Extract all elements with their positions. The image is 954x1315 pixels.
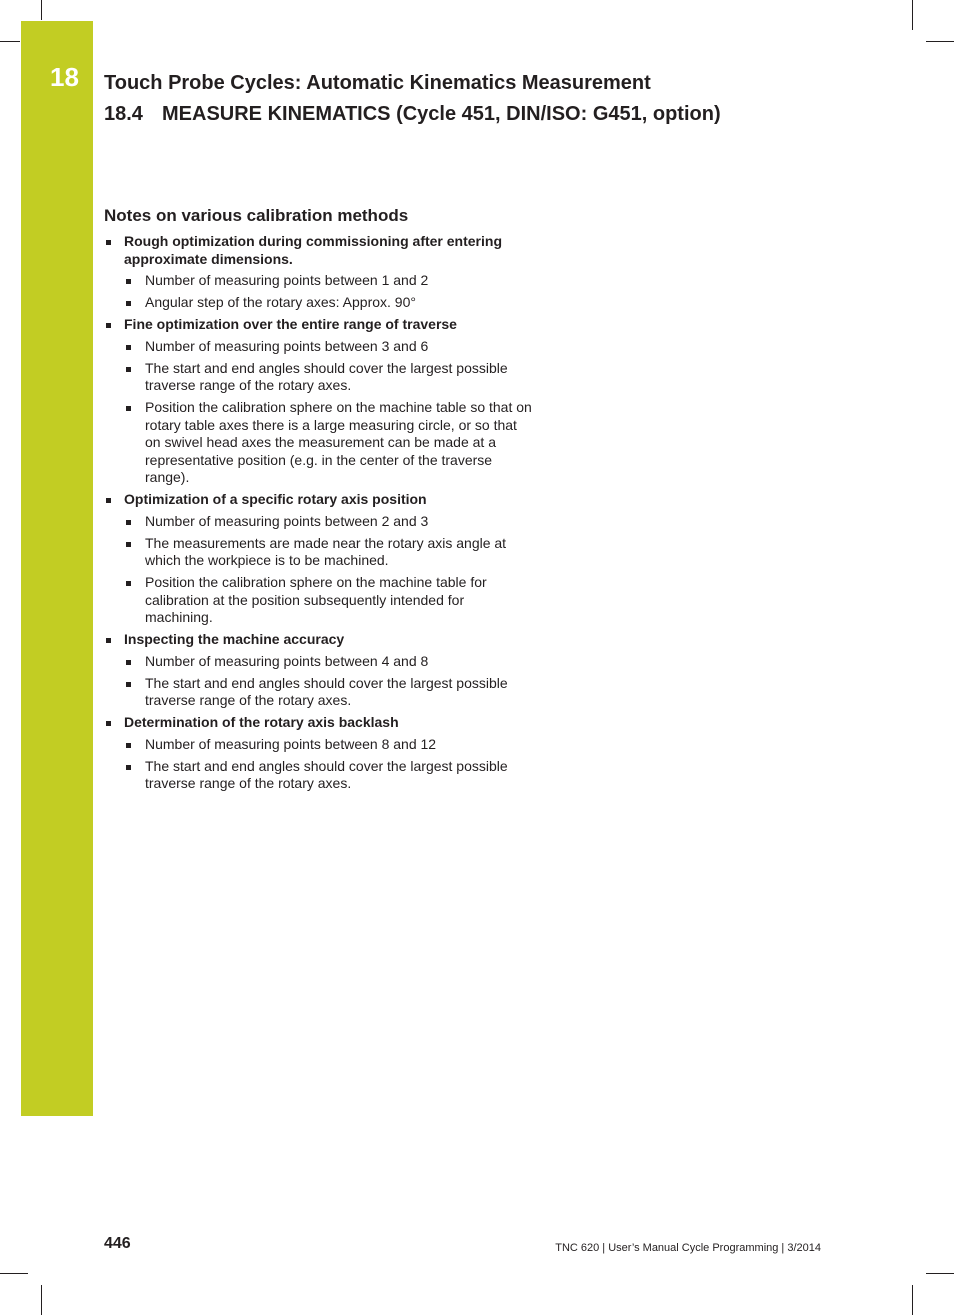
square-bullet-icon — [106, 721, 111, 726]
sub-list — [124, 513, 534, 627]
section-title-text: MEASURE KINEMATICS (Cycle 451, DIN/ISO: G451, option) — [162, 103, 721, 125]
square-bullet-icon — [126, 542, 131, 547]
sub-list — [124, 272, 534, 312]
section-number: 18.4 — [104, 103, 143, 125]
section-title — [104, 103, 721, 126]
list-item-label: Inspecting the machine accuracy — [124, 631, 345, 647]
crop-mark — [0, 41, 20, 42]
square-bullet-icon — [106, 240, 111, 245]
chapter-number: 18 — [50, 62, 79, 92]
crop-mark — [41, 1285, 42, 1315]
crop-mark — [912, 1285, 913, 1315]
list-item — [104, 233, 534, 312]
square-bullet-icon — [126, 581, 131, 586]
square-bullet-icon — [126, 520, 131, 525]
sub-list-item: Number of measuring points between 1 and 2 — [124, 272, 534, 290]
list-item — [104, 631, 534, 710]
list-item — [104, 316, 534, 487]
sub-list-item: The start and end angles should cover the largest possible traverse range of the rotary axes. — [124, 758, 534, 793]
sub-list-item: Position the calibration sphere on the machine table for calibration at the position subsequently intended for machining. — [124, 574, 534, 627]
square-bullet-icon — [106, 323, 111, 328]
calibration-methods-list — [104, 233, 534, 793]
square-bullet-icon — [126, 765, 131, 770]
chapter-title: Touch Probe Cycles: Automatic Kinematics Measurement — [104, 72, 651, 94]
chapter-side-bar — [21, 21, 93, 1116]
notes-heading: Notes on various calibration methods — [104, 206, 409, 225]
crop-mark — [912, 0, 913, 30]
crop-mark — [41, 0, 42, 20]
square-bullet-icon — [126, 279, 131, 284]
crop-mark — [926, 41, 954, 42]
list-item — [104, 491, 534, 627]
list-item-label: Rough optimization during commissioning after entering approximate dimensions. — [124, 233, 502, 267]
square-bullet-icon — [126, 682, 131, 687]
crop-mark — [926, 1273, 954, 1274]
sub-list-item: The start and end angles should cover the largest possible traverse range of the rotary axes. — [124, 675, 534, 710]
crop-mark — [0, 1273, 28, 1274]
square-bullet-icon — [106, 638, 111, 643]
sub-list-item: Angular step of the rotary axes: Approx. 90° — [124, 294, 534, 312]
square-bullet-icon — [126, 345, 131, 350]
square-bullet-icon — [126, 406, 131, 411]
sub-list-item: Number of measuring points between 3 and 6 — [124, 338, 534, 356]
notes-section — [104, 206, 534, 797]
sub-list-item: The measurements are made near the rotary axis angle at which the workpiece is to be machined. — [124, 535, 534, 570]
sub-list-item: Position the calibration sphere on the machine table so that on rotary table axes there is a large measuring circle, or so that on swivel head axes the measurement can be made at a representative position (e.g. in the center of the traverse range). — [124, 399, 534, 487]
square-bullet-icon — [126, 301, 131, 306]
square-bullet-icon — [106, 498, 111, 503]
list-item — [104, 714, 534, 793]
square-bullet-icon — [126, 743, 131, 748]
list-item-label: Determination of the rotary axis backlash — [124, 714, 399, 730]
sub-list — [124, 736, 534, 793]
footer-text: TNC 620 | User’s Manual Cycle Programming | 3/2014 — [555, 1242, 821, 1254]
square-bullet-icon — [126, 660, 131, 665]
sub-list — [124, 653, 534, 710]
page-number: 446 — [104, 1235, 131, 1252]
sub-list-item: Number of measuring points between 4 and 8 — [124, 653, 534, 671]
sub-list-item: Number of measuring points between 2 and 3 — [124, 513, 534, 531]
sub-list-item: The start and end angles should cover the largest possible traverse range of the rotary axes. — [124, 360, 534, 395]
list-item-label: Fine optimization over the entire range of traverse — [124, 316, 457, 332]
sub-list-item: Number of measuring points between 8 and 12 — [124, 736, 534, 754]
list-item-label: Optimization of a specific rotary axis position — [124, 491, 427, 507]
sub-list — [124, 338, 534, 487]
square-bullet-icon — [126, 367, 131, 372]
